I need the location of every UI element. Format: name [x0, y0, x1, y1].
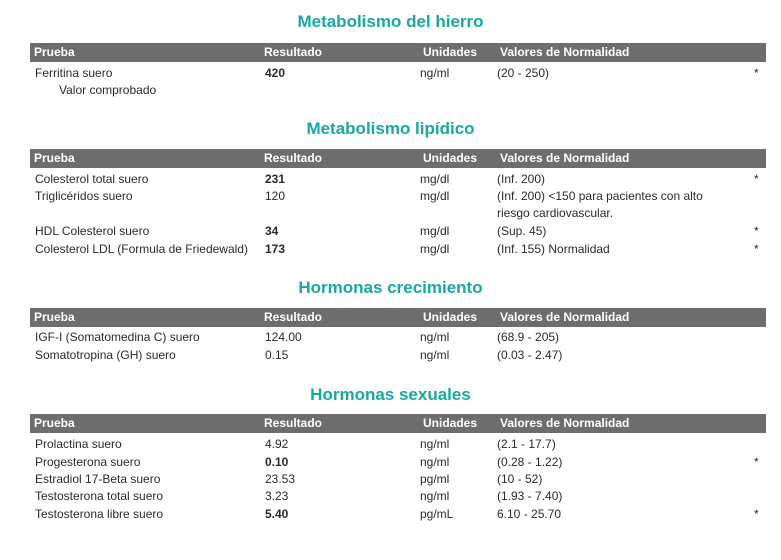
test-reference: 6.10 - 25.70 — [497, 507, 562, 521]
test-result: 34 — [265, 224, 279, 238]
header-valores: Valores de Normalidad — [500, 45, 630, 59]
header-resultado: Resultado — [264, 151, 323, 165]
test-result: 23.53 — [265, 472, 296, 486]
header-valores: Valores de Normalidad — [500, 416, 630, 430]
test-name: Somatotropina (GH) suero — [35, 348, 176, 362]
test-result: 0.15 — [265, 348, 289, 362]
table-row-continuation — [0, 206, 781, 223]
test-name: Progesterona suero — [35, 455, 141, 469]
section-title: Metabolismo del hierro — [297, 12, 484, 31]
test-reference: (10 - 52) — [497, 472, 543, 486]
test-reference: (0.03 - 2.47) — [497, 348, 563, 362]
table-row — [0, 348, 781, 365]
test-note: Valor comprobado — [59, 83, 157, 97]
test-reference: (0.28 - 1.22) — [497, 455, 563, 469]
test-unit: ng/ml — [420, 330, 450, 344]
header-resultado: Resultado — [264, 310, 323, 324]
test-result: 173 — [265, 242, 286, 256]
test-result: 120 — [265, 189, 286, 203]
table-row — [0, 66, 781, 83]
header-resultado: Resultado — [264, 416, 323, 430]
header-prueba: Prueba — [34, 151, 75, 165]
table-header — [30, 414, 766, 433]
table-header — [30, 43, 766, 62]
test-unit: ng/ml — [420, 489, 450, 503]
test-unit: pg/mL — [420, 507, 454, 521]
test-reference: (68.9 - 205) — [497, 330, 560, 344]
test-result: 5.40 — [265, 507, 289, 521]
test-reference: (2.1 - 17.7) — [497, 437, 556, 451]
test-name: Prolactina suero — [35, 437, 122, 451]
out-of-range-flag: * — [754, 507, 759, 521]
test-reference: riesgo cardiovascular. — [497, 206, 614, 220]
test-result: 4.92 — [265, 437, 289, 451]
header-valores: Valores de Normalidad — [500, 151, 630, 165]
test-name: IGF-I (Somatomedina C) suero — [35, 330, 200, 344]
test-unit: ng/ml — [420, 437, 450, 451]
table-row — [0, 437, 781, 454]
test-name: Triglicéridos suero — [35, 189, 133, 203]
test-unit: ng/ml — [420, 66, 450, 80]
table-row — [0, 330, 781, 347]
test-reference: (1.93 - 7.40) — [497, 489, 563, 503]
header-unidades: Unidades — [423, 310, 478, 324]
out-of-range-flag: * — [754, 242, 759, 256]
test-unit: mg/dl — [420, 224, 450, 238]
table-row — [0, 472, 781, 489]
test-result: 124.00 — [265, 330, 302, 344]
header-prueba: Prueba — [34, 416, 75, 430]
test-unit: pg/ml — [420, 472, 450, 486]
header-prueba: Prueba — [34, 310, 75, 324]
section-title: Metabolismo lipídico — [306, 119, 475, 138]
test-result: 3.23 — [265, 489, 289, 503]
out-of-range-flag: * — [754, 172, 759, 186]
test-unit: mg/dl — [420, 172, 450, 186]
table-row — [0, 507, 781, 524]
test-name: Estradiol 17-Beta suero — [35, 472, 161, 486]
test-result: 420 — [265, 66, 286, 80]
test-reference: (Inf. 155) Normalidad — [497, 242, 610, 256]
table-row — [0, 455, 781, 472]
table-row — [0, 189, 781, 206]
test-reference: (Sup. 45) — [497, 224, 547, 238]
test-unit: mg/dl — [420, 242, 450, 256]
table-header — [30, 149, 766, 168]
section-title: Hormonas crecimiento — [298, 278, 483, 297]
test-name: HDL Colesterol suero — [35, 224, 150, 238]
test-unit: ng/ml — [420, 455, 450, 469]
test-name: Testosterona total suero — [35, 489, 164, 503]
out-of-range-flag: * — [754, 224, 759, 238]
out-of-range-flag: * — [754, 455, 759, 469]
test-unit: ng/ml — [420, 348, 450, 362]
table-row — [0, 172, 781, 189]
section-title: Hormonas sexuales — [310, 385, 471, 404]
table-row — [0, 224, 781, 241]
table-row — [0, 83, 781, 100]
header-prueba: Prueba — [34, 45, 75, 59]
test-reference: (20 - 250) — [497, 66, 550, 80]
test-name: Colesterol total suero — [35, 172, 149, 186]
test-result: 0.10 — [265, 455, 289, 469]
header-unidades: Unidades — [423, 45, 478, 59]
table-row — [0, 489, 781, 506]
test-name: Colesterol LDL (Formula de Friedewald) — [35, 242, 248, 256]
test-name: Ferritina suero — [35, 66, 113, 80]
table-row — [0, 242, 781, 259]
out-of-range-flag: * — [754, 66, 759, 80]
test-reference: (Inf. 200) — [497, 172, 546, 186]
test-result: 231 — [265, 172, 286, 186]
header-valores: Valores de Normalidad — [500, 310, 630, 324]
test-name: Testosterona libre suero — [35, 507, 164, 521]
header-unidades: Unidades — [423, 416, 478, 430]
table-header — [30, 308, 766, 327]
header-unidades: Unidades — [423, 151, 478, 165]
header-resultado: Resultado — [264, 45, 323, 59]
test-reference: (Inf. 200) <150 para pacientes con alto — [497, 189, 703, 203]
test-unit: mg/dl — [420, 189, 450, 203]
